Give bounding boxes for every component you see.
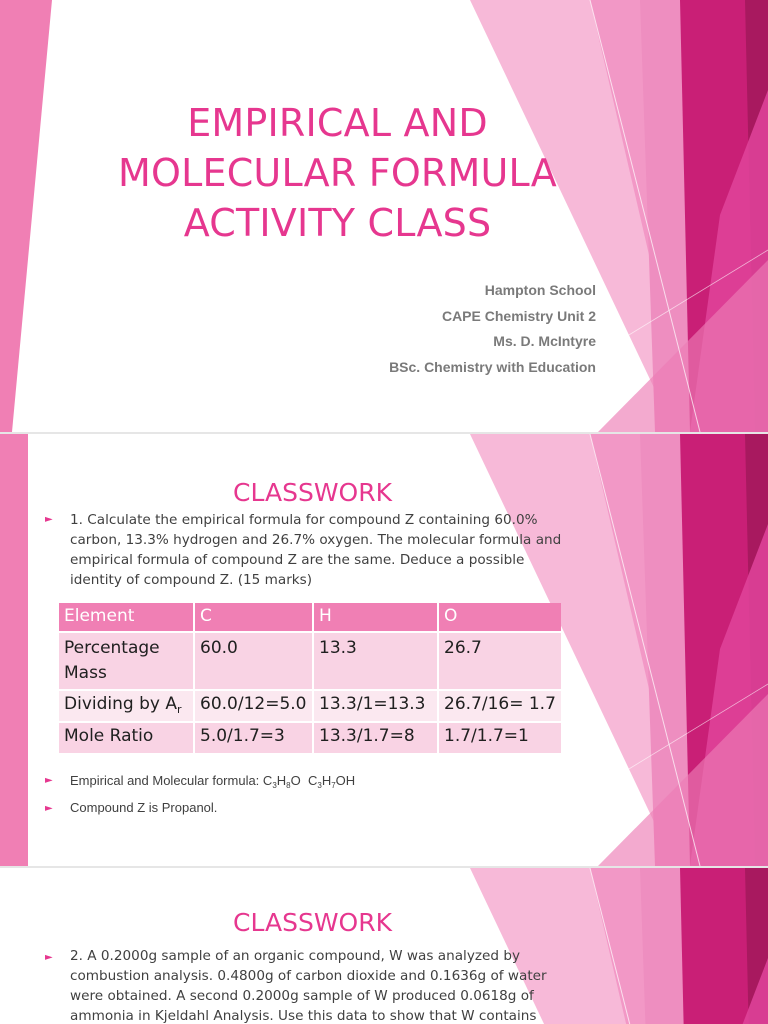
table-cell: 60.0 [195,633,312,689]
title-line: EMPIRICAL AND [187,101,488,145]
table-cell: 26.7/16= 1.7 [439,691,561,721]
answer-line [70,773,355,790]
title-slide [0,0,768,432]
formula-part: OH [335,773,356,788]
question-line: carbon, 13.3% hydrogen and 26.7% oxygen. The molecular formula and [70,532,562,548]
table-row [59,723,561,753]
header-cell: C [195,603,312,631]
row-label [59,691,193,721]
row-label-text: Dividing by A [64,694,177,714]
formula-structural [308,773,355,788]
header-cell: Element [59,603,193,631]
slide-title: CLASSWORK [233,478,392,507]
table-cell: 60.0/12=5.0 [195,691,312,721]
conclusion-text: Compound Z is Propanol. [70,800,218,815]
header-cell: O [439,603,561,631]
question-line: combustion analysis. 0.4800g of carbon dioxide and 0.1636g of water [70,968,547,984]
formula-subscript: 3 [317,781,322,790]
table-cell: 13.3/1.7=8 [314,723,437,753]
classwork-slide-2 [0,868,768,1024]
formula-empirical [263,773,301,788]
row-label-subscript: r [176,703,182,716]
formula-part: H [321,773,332,788]
title-line: ACTIVITY CLASS [183,201,492,245]
formula-part: O [290,773,301,788]
table-header-row [59,603,561,631]
subtitle-block [389,278,596,380]
formula-subscript: 7 [331,781,336,790]
table-cell: 26.7 [439,633,561,689]
table-cell: 13.3 [314,633,437,689]
row-label: Percentage Mass [59,633,193,689]
table-cell: 5.0/1.7=3 [195,723,312,753]
course-name: CAPE Chemistry Unit 2 [441,307,596,324]
formula-subscript: 3 [272,781,277,790]
table-cell: 13.3/1=13.3 [314,691,437,721]
calculation-table [57,601,563,755]
question-line: empirical formula of compound Z are the same. Deduce a possible [70,552,525,568]
question-line: ammonia in Kjeldahl Analysis. Use this data to show that W contains [70,1008,537,1024]
formula-part: H [276,773,287,788]
question-line: 2. A 0.2000g sample of an organic compound, W was analyzed by [70,948,520,964]
classwork-slide-1 [0,434,768,866]
table-row [59,691,561,721]
teacher-degree: BSc. Chemistry with Education [389,358,596,375]
header-cell: H [314,603,437,631]
question-line: identity of compound Z. (15 marks) [70,572,313,588]
bullet-arrow-icon: ► [45,775,53,786]
title-line: MOLECULAR FORMULA [118,151,557,195]
bullet-arrow-icon: ► [45,952,53,963]
question-text [70,510,590,590]
slide-title: CLASSWORK [233,908,392,937]
row-label: Mole Ratio [59,723,193,753]
teacher-name: Ms. D. McIntyre [493,333,596,349]
question-line: were obtained. A second 0.2000g sample of W produced 0.0618g of [70,988,534,1004]
formula-part: C [307,773,318,788]
formula-subscript: 8 [286,781,291,790]
bullet-arrow-icon: ► [45,803,53,814]
table-row [59,633,561,689]
presentation-title [60,98,615,248]
answer-prefix: Empirical and Molecular formula: [70,773,260,788]
school-name: Hampton School [484,282,596,298]
table-cell: 1.7/1.7=1 [439,723,561,753]
formula-part: C [262,773,273,788]
bullet-arrow-icon: ► [45,514,53,525]
question-text [70,946,590,1024]
question-line: 1. Calculate the empirical formula for compound Z containing 60.0% [70,512,538,528]
